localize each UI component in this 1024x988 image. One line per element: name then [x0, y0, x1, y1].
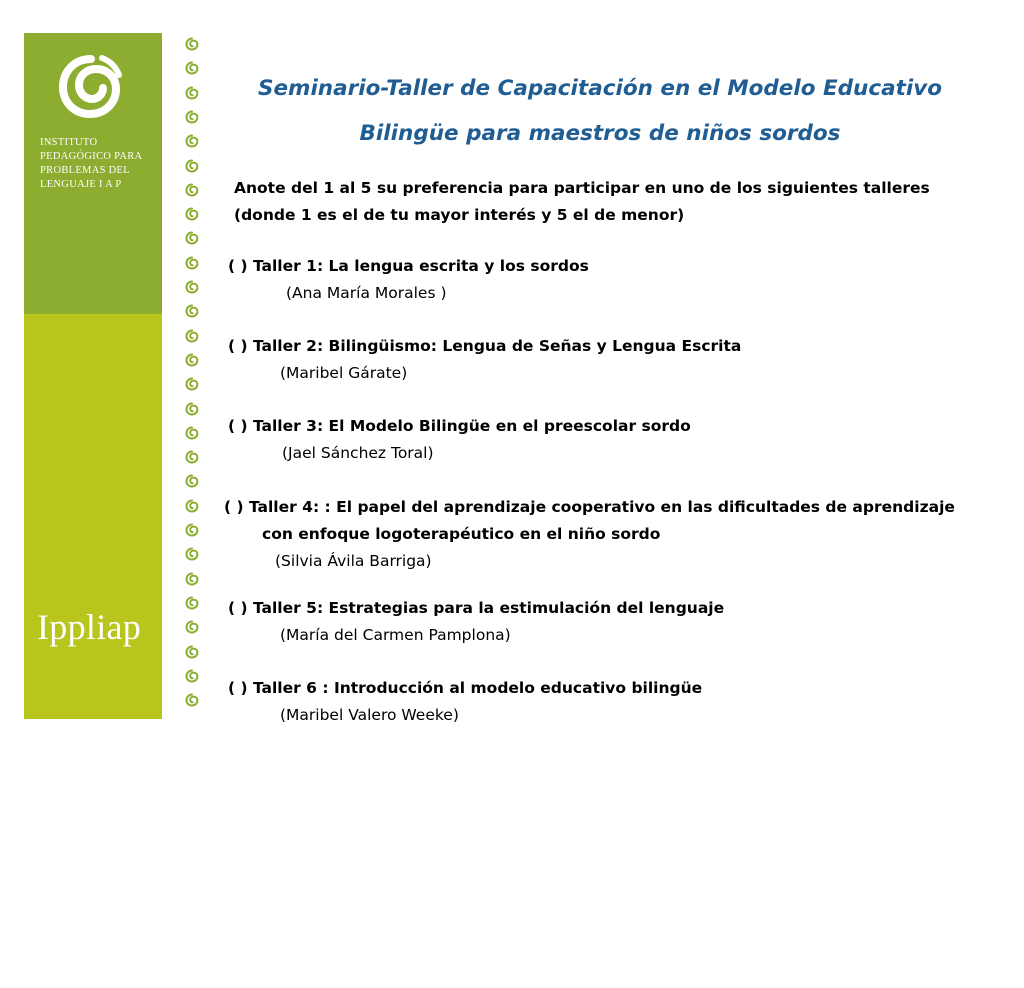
spiral-bullet-icon — [185, 110, 199, 124]
website-url: www.ippliap.edu.mx — [34, 977, 133, 988]
workshop-title: ( ) Taller 5: Estrategias para la estimulación del lenguaje — [228, 599, 725, 617]
title-line-1: Seminario-Taller de Capacitación en el Modelo Educativo — [257, 76, 943, 101]
workshop-title: ( ) Taller 4: : El papel del aprendizaje cooperativo en las dificultades de aprendizaje — [224, 498, 955, 516]
workshop-title: ( ) Taller 2: Bilingüismo: Lengua de Señas y Lengua Escrita — [228, 337, 742, 355]
spiral-bullet-icon — [185, 450, 199, 464]
spiral-bullet-icon — [185, 134, 199, 148]
workshop-author: (Maribel Valero Weeke) — [280, 706, 459, 724]
spiral-bullet-icon — [185, 256, 199, 270]
spiral-bullet-icon — [185, 523, 199, 537]
workshop-item — [228, 675, 702, 729]
workshop-author: (Maribel Gárate) — [280, 364, 408, 382]
institute-line: PROBLEMAS DEL — [40, 165, 130, 176]
spiral-bullet-icon — [185, 620, 199, 634]
institute-line: LENGUAJE I A P — [40, 179, 122, 190]
instructions-line-2: (donde 1 es el de tu mayor interés y 5 el de menor) — [234, 206, 685, 224]
workshop-item — [228, 253, 589, 307]
workshop-author: (Silvia Ávila Barriga) — [275, 552, 432, 570]
spiral-bullet-icon — [185, 37, 199, 51]
spiral-bullet-icon — [185, 499, 199, 513]
spiral-bullet-icon — [185, 280, 199, 294]
spiral-bullet-icon — [185, 474, 199, 488]
spiral-bullet-icon — [185, 693, 199, 707]
spiral-bullet-icon — [185, 353, 199, 367]
spiral-bullet-icon — [185, 329, 199, 343]
workshop-author: (Jael Sánchez Toral) — [282, 444, 434, 462]
title-line-2: Bilingüe para maestros de niños sordos — [359, 121, 841, 146]
spiral-logo-icon — [58, 53, 124, 119]
spiral-bullet-icon — [185, 86, 199, 100]
workshop-title: ( ) Taller 6 : Introducción al modelo educativo bilingüe — [228, 679, 703, 697]
spiral-bullet-icon — [185, 645, 199, 659]
spiral-bullet-icon — [185, 183, 199, 197]
workshop-title: ( ) Taller 3: El Modelo Bilingüe en el preescolar sordo — [228, 417, 691, 435]
spiral-bullet-icon — [185, 547, 199, 561]
workshop-item — [224, 494, 955, 575]
institute-line: INSTITUTO — [40, 137, 98, 148]
workshop-title-continued: con enfoque logoterapéutico en el niño sordo — [262, 525, 661, 543]
spiral-bullet-icon — [185, 402, 199, 416]
workshop-item — [228, 413, 691, 467]
spiral-bullet-icon — [185, 572, 199, 586]
institute-line: PEDAGÓGICO PARA — [40, 151, 143, 162]
sidebar-banner — [24, 33, 162, 988]
institute-name — [40, 136, 160, 192]
spiral-bullet-icon — [185, 159, 199, 173]
spiral-bullet-icon — [185, 596, 199, 610]
spiral-bullet-icon — [185, 61, 199, 75]
spiral-bullet-icon — [185, 304, 199, 318]
spiral-bullet-icon — [185, 377, 199, 391]
workshop-item — [228, 333, 741, 387]
sidebar-bottom-panel — [24, 314, 162, 988]
spiral-bullet-icon — [185, 207, 199, 221]
workshop-author: (Ana María Morales ) — [286, 284, 447, 302]
instructions-line-1: Anote del 1 al 5 su preferencia para participar en uno de los siguientes talleres — [234, 179, 930, 197]
brand-name: Ippliap — [37, 607, 142, 647]
spiral-bullet-icon — [185, 669, 199, 683]
workshop-title: ( ) Taller 1: La lengua escrita y los sordos — [228, 257, 589, 275]
spiral-bullet-icon — [185, 231, 199, 245]
sidebar-top-panel — [24, 33, 162, 314]
spiral-bullet-icon — [185, 426, 199, 440]
page-title — [200, 66, 1000, 156]
instructions — [234, 175, 930, 229]
workshop-author: (María del Carmen Pamplona) — [280, 626, 511, 644]
workshop-item — [228, 595, 724, 649]
